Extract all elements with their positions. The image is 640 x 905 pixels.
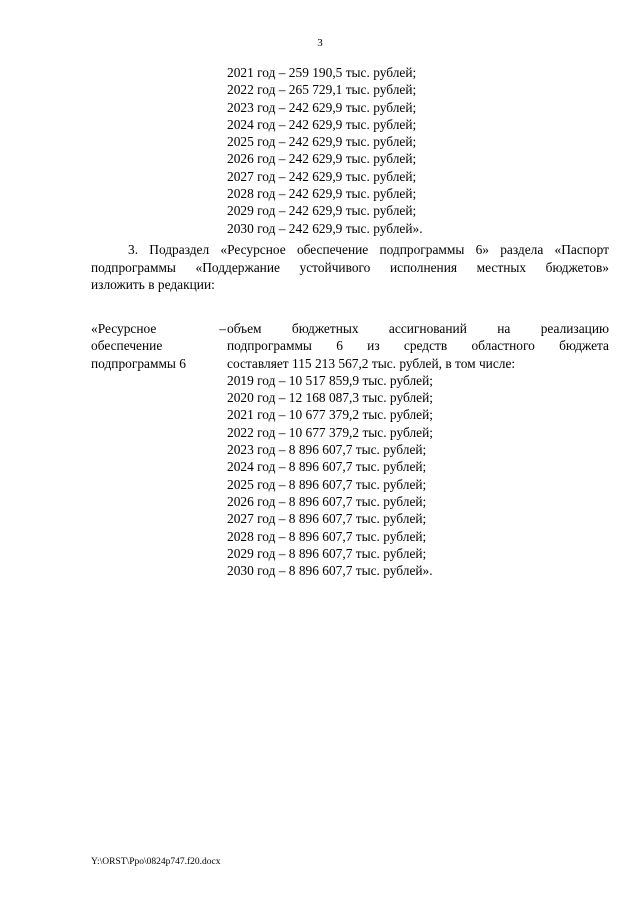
list-item: 2025 год – 242 629,9 тыс. рублей; xyxy=(227,134,417,150)
year-funding-line: 2020 год – 12 168 087,3 тыс. рублей; xyxy=(227,390,433,406)
page-number: 3 xyxy=(317,37,323,49)
list-item: 2027 год – 242 629,9 тыс. рублей; xyxy=(227,168,417,184)
funding-list-continued xyxy=(227,64,423,237)
paragraph-line: подпрограммы «Поддержание устойчивого исполнения местных бюджетов» xyxy=(91,259,609,275)
year-funding-line: 2023 год – 8 896 607,7 тыс. рублей; xyxy=(227,442,427,458)
list-item: 2028 год – 242 629,9 тыс. рублей; xyxy=(227,186,417,202)
amendment-paragraph xyxy=(91,241,609,294)
resource-description xyxy=(227,320,609,579)
year-funding-line: 2030 год – 8 896 607,7 тыс. рублей». xyxy=(227,563,433,579)
list-item: 2030 год – 242 629,9 тыс. рублей». xyxy=(227,220,423,236)
file-path-footer: Y:\ORST\Ppo\0824p747.f20.docx xyxy=(91,857,221,867)
list-item: 2021 год – 259 190,5 тыс. рублей; xyxy=(227,65,417,80)
resource-label xyxy=(91,320,226,372)
resource-text-line: подпрограммы 6 из средств областного бюджета xyxy=(227,338,609,354)
year-funding-line: 2025 год – 8 896 607,7 тыс. рублей; xyxy=(227,476,427,492)
list-item: 2024 год – 242 629,9 тыс. рублей; xyxy=(227,116,417,132)
resource-text-line: составляет 115 213 567,2 тыс. рублей, в том числе: xyxy=(227,355,516,371)
list-item: 2022 год – 265 729,1 тыс. рублей; xyxy=(227,82,417,98)
paragraph-line: изложить в редакции: xyxy=(91,277,215,292)
resource-label-line: подпрограммы 6 xyxy=(91,355,186,371)
list-item: 2026 год – 242 629,9 тыс. рублей; xyxy=(227,151,417,167)
year-funding-line: 2019 год – 10 517 859,9 тыс. рублей; xyxy=(227,372,433,388)
resource-label-line: обеспечение xyxy=(91,338,163,354)
list-item: 2029 год – 242 629,9 тыс. рублей; xyxy=(227,203,417,219)
year-funding-line: 2028 год – 8 896 607,7 тыс. рублей; xyxy=(227,528,427,544)
resource-text-line: объем бюджетных ассигнований на реализацию xyxy=(227,321,609,336)
year-funding-line: 2027 год – 8 896 607,7 тыс. рублей; xyxy=(227,511,427,527)
year-funding-line: 2029 год – 8 896 607,7 тыс. рублей; xyxy=(227,545,427,561)
year-funding-line: 2021 год – 10 677 379,2 тыс. рублей; xyxy=(227,407,433,423)
year-funding-line: 2022 год – 10 677 379,2 тыс. рублей; xyxy=(227,424,433,440)
list-item: 2023 год – 242 629,9 тыс. рублей; xyxy=(227,99,417,115)
paragraph-line: 3. Подраздел «Ресурсное обеспечение подпрограммы 6» раздела «Паспорт xyxy=(128,242,609,257)
year-funding-line: 2024 год – 8 896 607,7 тыс. рублей; xyxy=(227,459,427,475)
year-funding-line: 2026 год – 8 896 607,7 тыс. рублей; xyxy=(227,493,427,509)
dash-separator: – xyxy=(219,321,226,336)
resource-label-line: «Ресурсное xyxy=(91,321,157,336)
